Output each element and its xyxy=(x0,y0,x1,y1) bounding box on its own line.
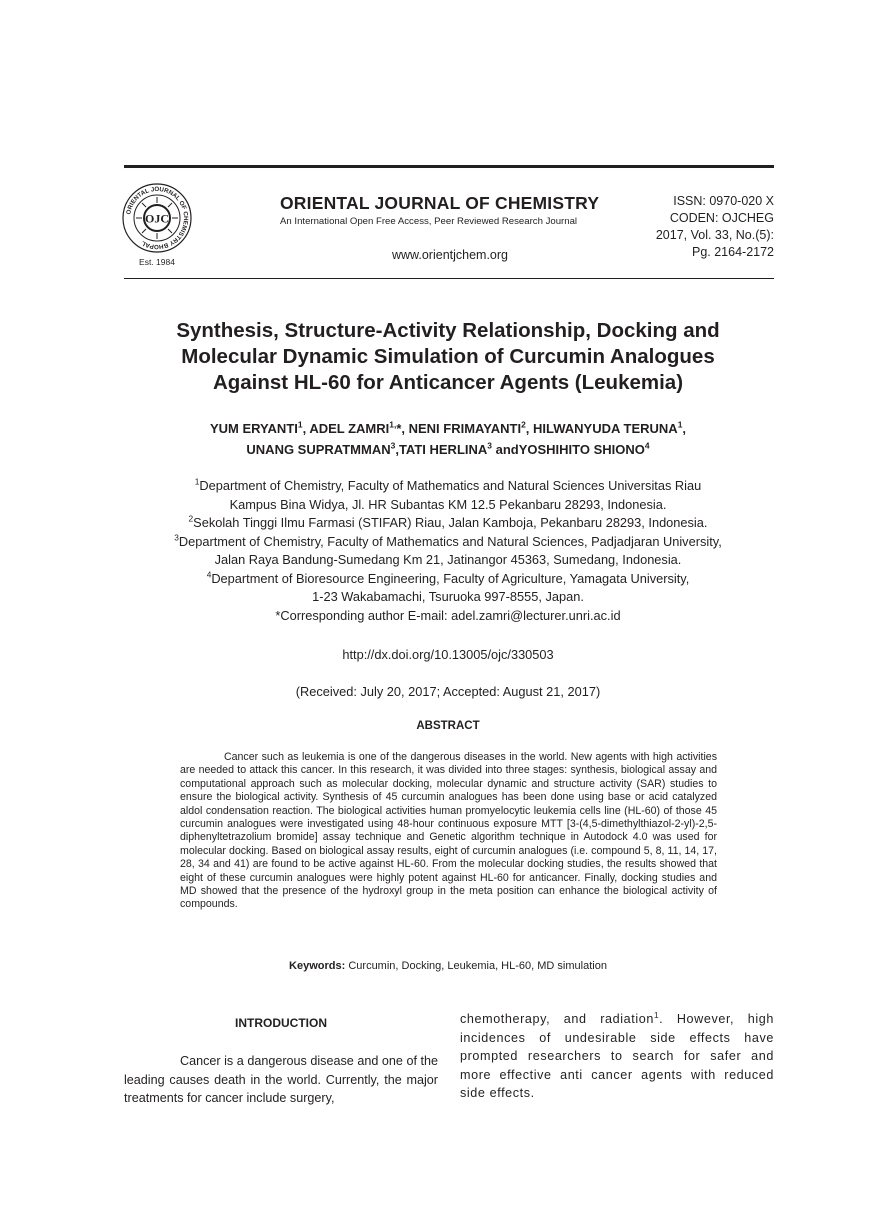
author-name: UNANG SUPRATMMAN xyxy=(246,442,391,457)
corresponding-author xyxy=(110,607,786,626)
doi-link[interactable]: http://dx.doi.org/10.13005/ojc/330503 xyxy=(342,647,554,662)
journal-subtitle: An International Open Free Access, Peer Reviewed Research Journal xyxy=(280,216,578,227)
received-dates: (Received: July 20, 2017; Accepted: August 21, 2017) xyxy=(295,684,601,699)
title-line: Molecular Dynamic Simulation of Curcumin Analogues xyxy=(181,345,715,368)
author-sup: 1, xyxy=(389,419,397,430)
affiliation-text: Kampus Bina Widya, Jl. HR Subantas KM 12.5 Pekanbaru 28293, Indonesia. xyxy=(229,496,667,512)
author-name: ADEL ZAMRI xyxy=(309,421,390,436)
author-sep: and xyxy=(491,442,519,457)
journal-seal-logo xyxy=(122,183,192,253)
affiliation-text: Department of Bioresource Engineering, Faculty of Agriculture, Yamagata University, xyxy=(211,570,690,586)
header-top-rule xyxy=(124,165,774,168)
affiliation-text: Department of Chemistry, Faculty of Mathematics and Natural Sciences, Padjadjaran University, xyxy=(178,533,722,549)
affiliation-sup: 2 xyxy=(188,513,194,524)
journal-name: ORIENTAL JOURNAL OF CHEMISTRY xyxy=(280,193,600,213)
affiliation-line xyxy=(110,533,786,552)
body-right-column xyxy=(460,1010,774,1103)
affiliation-text: Sekolah Tinggi Ilmu Farmasi (STIFAR) Riau, Jalan Kamboja, Pekanbaru 28293, Indonesia. xyxy=(193,515,708,530)
author-sup: 2 xyxy=(521,419,526,430)
author-name: NENI FRIMAYANTI xyxy=(408,421,522,436)
affiliation-line xyxy=(110,477,786,496)
journal-metadata xyxy=(656,193,774,261)
affiliation-sup: 1 xyxy=(194,476,200,487)
abstract-heading: ABSTRACT xyxy=(416,720,480,732)
affiliation-line xyxy=(110,588,786,607)
affiliation-sup: 4 xyxy=(206,569,212,580)
author-sup: 4 xyxy=(644,440,650,451)
author-list xyxy=(120,418,776,460)
keywords xyxy=(120,960,776,972)
affiliation-line xyxy=(110,570,786,589)
right-text-part: chemotherapy, and radiation xyxy=(460,1012,654,1026)
header-bottom-rule xyxy=(124,278,774,279)
author-line xyxy=(120,439,776,460)
abstract-text: Cancer such as leukemia is one of the dangerous diseases in the world. New agents with high activities are needed to attack this cancer. In this research, it was divided into three stages: synthesis, biological assay and computational approach such as molecular docking, molecular dynamic and structure activity (SAR) studies to ensure the biological activity. Synthesis of 45 curcumin analogues has been done using base or acid catalyzed aldol condensation reaction. The biological activities human promyelocytic leukemia cells line (HL-60) of those 45 curcumin analogues were investigated using 48-hour continuous exposure MTT [3-(4,5-dimethylthiazol-2-yl)-2,5-diphenyltetrazolium bromide] assay technique and Genetic algorithm technique in Autodock 4.0 was used for molecular docking. Based on biological assay results, eight of curcumin analogues (i.e. compound 5, 8, 11, 14, 17, 28, 34 and 41) are found to be active against HL-60. From the molecular docking studies, the results showed that eight of these curcumin analogues were highly potent against HL-60 for anticancer. Finally, docking studies and MD showed that the presence of the hydroxyl group in the meta position can enhance the biological activity of compounds. xyxy=(180,751,717,911)
affiliation-text: 1-23 Wakabamachi, Tsuruoka 997-8555, Japan. xyxy=(312,589,584,604)
keywords-text: Curcumin, Docking, Leukemia, HL-60, MD simulation xyxy=(348,960,607,972)
title-line: Synthesis, Structure-Activity Relationship, Docking and xyxy=(176,319,720,342)
author-name: TATI HERLINA xyxy=(398,442,488,457)
article-title xyxy=(120,318,776,396)
page-range: Pg. 2164-2172 xyxy=(691,245,774,259)
affiliation-text: Department of Chemistry, Faculty of Mathematics and Natural Sciences Universitas Riau xyxy=(199,478,702,493)
affiliation-line xyxy=(110,551,786,570)
author-sup: 1 xyxy=(297,419,303,430)
journal-website[interactable]: www.orientjchem.org xyxy=(391,248,508,262)
author-sep: , xyxy=(302,421,310,436)
right-text-part: . However, high incidences of undesirable side effects have prompted researchers to search for safer and more effective anti cancer agents with reduced side effects. xyxy=(460,1012,774,1100)
issn: ISSN: 0970-020 X xyxy=(673,194,774,208)
affiliation-line xyxy=(110,514,786,533)
affiliation-sup: 3 xyxy=(174,532,179,543)
author-sup: 3 xyxy=(487,440,492,451)
author-sep: , xyxy=(525,421,533,436)
established-year: Est. 1984 xyxy=(139,257,175,267)
coden: CODEN: OJCHEG xyxy=(669,211,774,225)
author-sup: 1 xyxy=(677,419,683,430)
author-name: YOSHIHITO SHIONO xyxy=(518,442,645,457)
author-name: YUM ERYANTI xyxy=(209,421,298,436)
affiliation-text: Jalan Raya Bandung-Sumedang Km 21, Jatinangor 45363, Sumedang, Indonesia. xyxy=(214,552,682,567)
title-line: Against HL-60 for Anticancer Agents (Leukemia) xyxy=(212,371,684,394)
body-left-column: Cancer is a dangerous disease and one of the leading causes death in the world. Currently, the major treatments for cancer include surgery, xyxy=(124,1054,438,1105)
author-sep: , xyxy=(682,421,687,436)
author-sep: , xyxy=(395,442,399,457)
svg-text:OJC: OJC xyxy=(145,211,169,226)
affiliations xyxy=(110,477,786,625)
author-sep: *, xyxy=(396,421,409,436)
citation-sup: 1 xyxy=(653,1010,660,1020)
author-line xyxy=(120,418,776,439)
affiliation-line xyxy=(110,496,786,515)
keywords-label: Keywords: xyxy=(289,960,346,972)
svg-text:ORIENTAL JOURNAL OF CHEMISTRY: ORIENTAL JOURNAL OF CHEMISTRY BHOPAL xyxy=(125,185,190,251)
affiliation-text: *Corresponding author E-mail: adel.zamri@lecturer.unri.ac.id xyxy=(275,607,621,623)
author-name: HILWANYUDA TERUNA xyxy=(533,421,678,436)
volume-info: 2017, Vol. 33, No.(5): xyxy=(655,228,774,242)
introduction-heading: INTRODUCTION xyxy=(235,1016,327,1030)
author-sup: 3 xyxy=(390,440,396,451)
